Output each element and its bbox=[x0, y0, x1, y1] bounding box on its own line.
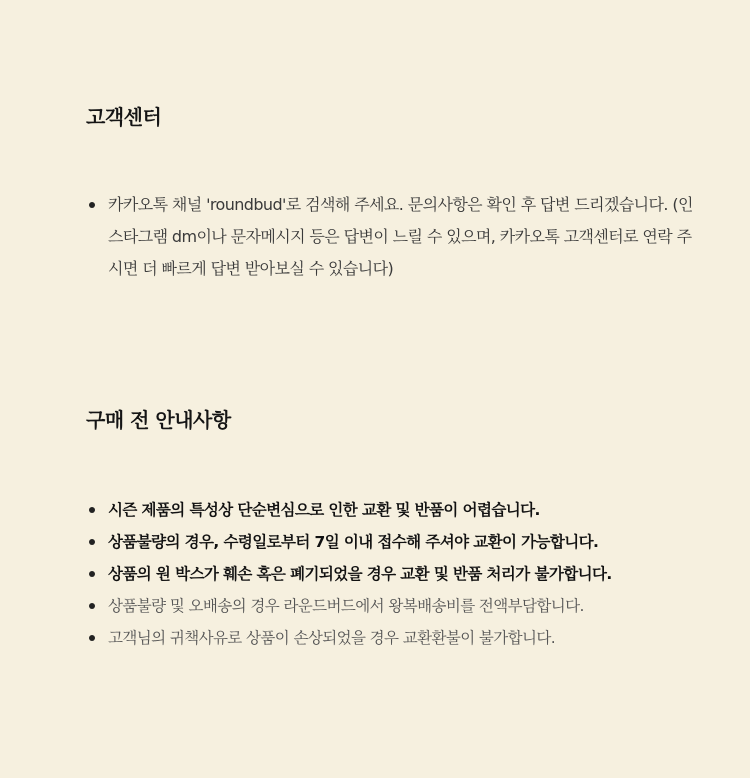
list-item: 시즌 제품의 특성상 단순변심으로 인한 교환 및 반품이 어렵습니다. bbox=[86, 494, 696, 526]
list-item: 고객님의 귀책사유로 상품이 손상되었을 경우 교환환불이 불가합니다. bbox=[86, 622, 696, 654]
customer-center-title: 고객센터 bbox=[86, 105, 162, 129]
customer-center-list bbox=[86, 189, 696, 285]
list-item: 상품불량의 경우, 수령일로부터 7일 이내 접수해 주셔야 교환이 가능합니다. bbox=[86, 526, 696, 558]
list-item: 상품의 원 박스가 훼손 혹은 폐기되었을 경우 교환 및 반품 처리가 불가합니다. bbox=[86, 558, 696, 590]
list-item: 카카오톡 채널 'roundbud'로 검색해 주세요. 문의사항은 확인 후 답변 드리겠습니다. (인스타그램 dm이나 문자메시지 등은 답변이 느릴 수 있으며, 카카오톡 고객센터로 연락 주시면 더 빠르게 답변 받아보실 수 있습니다) bbox=[86, 189, 696, 285]
purchase-guide-list bbox=[86, 494, 696, 654]
list-item: 상품불량 및 오배송의 경우 라운드버드에서 왕복배송비를 전액부담합니다. bbox=[86, 590, 696, 622]
purchase-guide-title: 구매 전 안내사항 bbox=[86, 408, 231, 432]
